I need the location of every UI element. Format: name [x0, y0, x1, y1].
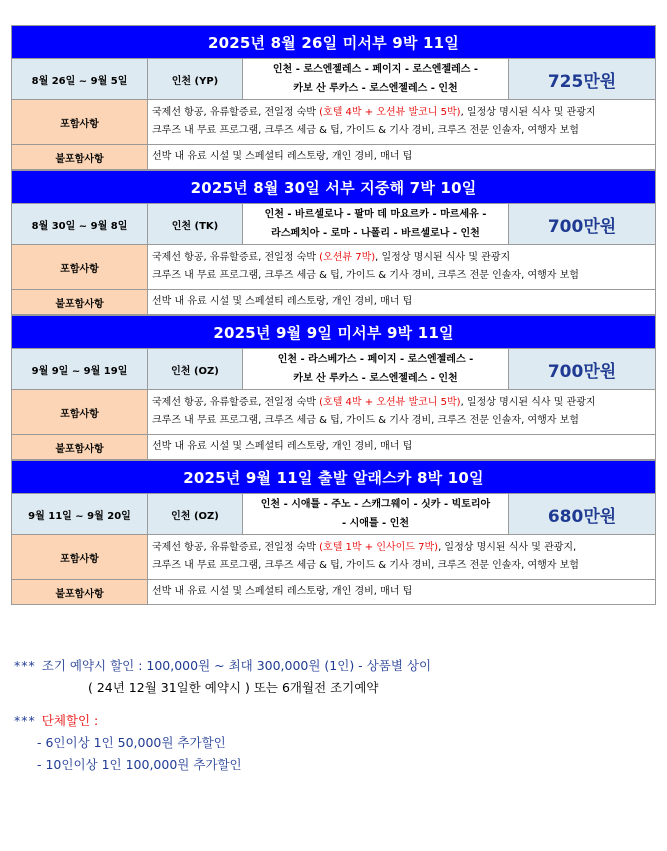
included-part-b: , 일정상 명시된 식사 및 관광지: [460, 107, 596, 118]
included-part-b: , 일정상 명시된 식사 및 관광지,: [438, 542, 577, 553]
tour-airline: 인천 (YP): [148, 59, 243, 100]
included-accommodation: (호텔 4박 + 오션뷰 발코니 5박): [319, 107, 461, 118]
tour-table: [11, 170, 656, 315]
tour-price: 680만원: [509, 494, 656, 535]
tour-list: [11, 25, 655, 605]
tour-dates: 8월 30일 ~ 9월 8일: [12, 204, 148, 245]
note-marker: ***: [14, 658, 36, 673]
excluded-label: 불포함사항: [12, 435, 148, 460]
excluded-label: 불포함사항: [12, 145, 148, 170]
included-part-a: 국제선 항공, 유류할증료, 전일정 숙박: [152, 252, 320, 263]
group-discount-title: [14, 710, 654, 732]
tour-route: [243, 494, 509, 535]
tour-table: [11, 25, 656, 170]
included-accommodation: (호텔 4박 + 오션뷰 발코니 5박): [319, 397, 461, 408]
included-label: 포함사항: [12, 390, 148, 435]
note-marker: ***: [14, 713, 36, 728]
early-booking-text: 조기 예약시 할인 : 100,000원 ~ 최대 300,000원 (1인) - 상품별 상이: [41, 658, 432, 673]
group-discount-6: - 6인이상 1인 50,000원 추가할인: [37, 735, 226, 750]
tour-airline: 인천 (OZ): [148, 494, 243, 535]
included-text: [148, 100, 656, 145]
included-accommodation: (호텔 1박 + 인사이드 7박): [319, 542, 439, 553]
tour-price: 700만원: [509, 204, 656, 245]
tour-route-line-1: 인천 - 라스베가스 - 페이지 - 로스엔젤레스 -: [277, 354, 474, 365]
tour-table: [11, 315, 656, 460]
included-part-b: , 일정상 명시된 식사 및 관광지: [375, 252, 511, 263]
excluded-text: 선박 내 유료 시설 및 스페셜티 레스토랑, 개인 경비, 매너 팁: [148, 580, 656, 605]
tour-dates: 9월 11일 ~ 9월 20일: [12, 494, 148, 535]
included-part-b: , 일정상 명시된 식사 및 관광지: [460, 397, 596, 408]
excluded-label: 불포함사항: [12, 580, 148, 605]
discount-notes: [14, 655, 654, 776]
tour-route-line-1: 인천 - 로스엔젤레스 - 페이지 - 로스엔젤레스 -: [272, 64, 479, 75]
excluded-text: 선박 내 유료 시설 및 스페셜티 레스토랑, 개인 경비, 매너 팁: [148, 290, 656, 315]
tour-title: 2025년 9월 11일 출발 알래스카 8박 10일: [12, 461, 656, 494]
tour-dates: 9월 9일 ~ 9월 19일: [12, 349, 148, 390]
excluded-text: 선박 내 유료 시설 및 스페셜티 레스토랑, 개인 경비, 매너 팁: [148, 145, 656, 170]
tour-title: 2025년 8월 26일 미서부 9박 11일: [12, 26, 656, 59]
tour-route-line-2: 카보 산 루카스 - 로스엔젤레스 - 인천: [293, 373, 458, 384]
tour-title: 2025년 8월 30일 서부 지중해 7박 10일: [12, 171, 656, 204]
tour-route-line-2: 카보 산 루카스 - 로스엔젤레스 - 인천: [293, 83, 458, 94]
excluded-label: 불포함사항: [12, 290, 148, 315]
tour-price: 700만원: [509, 349, 656, 390]
included-part-a: 국제선 항공, 유류할증료, 전일정 숙박: [152, 542, 320, 553]
included-accommodation: (오션뷰 7박): [319, 252, 376, 263]
tour-route: [243, 349, 509, 390]
tour-route-line-2: - 시애틀 - 인천: [341, 518, 410, 529]
included-line-2: 크루즈 내 무료 프로그램, 크루즈 세금 & 팁, 가이드 & 기사 경비, 크루즈 전문 인솔자, 여행자 보험: [152, 415, 579, 426]
included-text: [148, 535, 656, 580]
tour-price: 725만원: [509, 59, 656, 100]
included-line-2: 크루즈 내 무료 프로그램, 크루즈 세금 & 팁, 가이드 & 기사 경비, 크루즈 전문 인솔자, 여행자 보험: [152, 270, 579, 281]
included-part-a: 국제선 항공, 유류할증료, 전일정 숙박: [152, 397, 320, 408]
tour-route: [243, 204, 509, 245]
tour-dates: 8월 26일 ~ 9월 5일: [12, 59, 148, 100]
included-text: [148, 245, 656, 290]
early-booking-condition: ( 24년 12월 31일한 예약시 ) 또는 6개월전 조기예약: [88, 680, 379, 695]
included-part-a: 국제선 항공, 유류할증료, 전일정 숙박: [152, 107, 320, 118]
tour-route: [243, 59, 509, 100]
tour-airline: 인천 (OZ): [148, 349, 243, 390]
tour-title: 2025년 9월 9일 미서부 9박 11일: [12, 316, 656, 349]
included-line-2: 크루즈 내 무료 프로그램, 크루즈 세금 & 팁, 가이드 & 기사 경비, 크루즈 전문 인솔자, 여행자 보험: [152, 125, 579, 136]
included-line-2: 크루즈 내 무료 프로그램, 크루즈 세금 & 팁, 가이드 & 기사 경비, 크루즈 전문 인솔자, 여행자 보험: [152, 560, 579, 571]
early-booking-note: [14, 655, 654, 677]
included-text: [148, 390, 656, 435]
group-discount-10: - 10인이상 1인 100,000원 추가할인: [37, 757, 242, 772]
included-label: 포함사항: [12, 535, 148, 580]
tour-route-line-1: 인천 - 시애틀 - 주노 - 스캐그웨이 - 싯카 - 빅토리아: [260, 499, 491, 510]
tour-airline: 인천 (TK): [148, 204, 243, 245]
included-label: 포함사항: [12, 100, 148, 145]
included-label: 포함사항: [12, 245, 148, 290]
group-discount-label: 단체할인 :: [41, 713, 99, 728]
tour-route-line-2: 라스페치아 - 로마 - 나폴리 - 바르셀로나 - 인천: [271, 228, 480, 239]
tour-table: [11, 460, 656, 605]
tour-route-line-1: 인천 - 바르셀로나 - 팔마 데 마요르카 - 마르세유 -: [264, 209, 487, 220]
excluded-text: 선박 내 유료 시설 및 스페셜티 레스토랑, 개인 경비, 매너 팁: [148, 435, 656, 460]
